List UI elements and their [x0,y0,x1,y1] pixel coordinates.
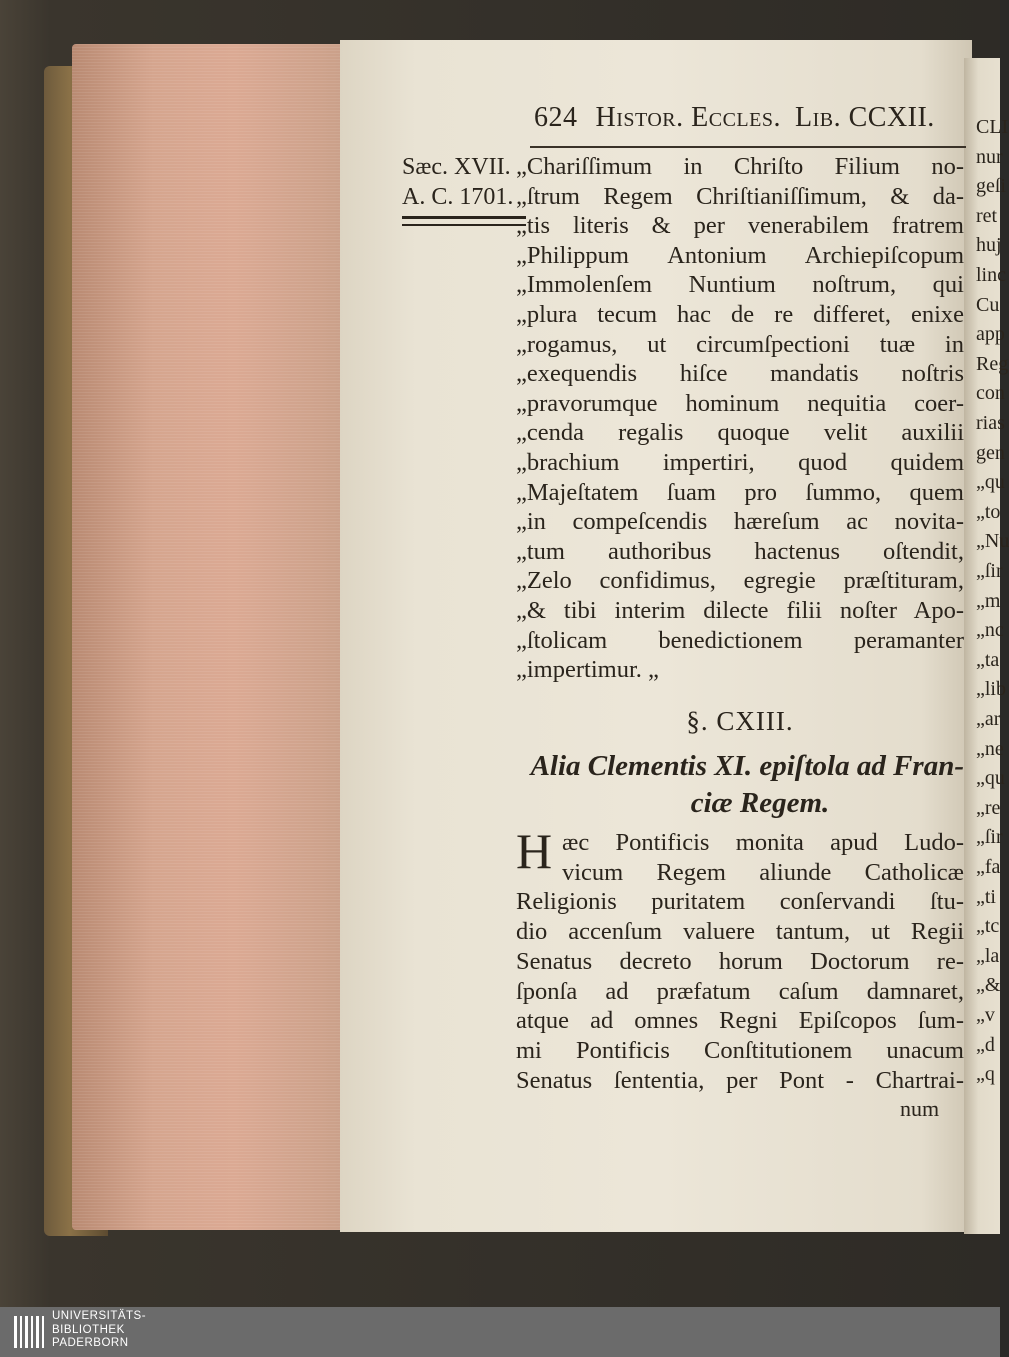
margin-note [402,152,513,212]
facing-page-fragment: „ne [976,737,1004,760]
margin-year: A. C. 1701. [402,184,514,210]
margin-rule-thick [402,216,526,219]
text-line: „tum authoribus hactenus oſtendit, [516,537,964,565]
facing-page-fragment: „qu [976,471,1005,494]
text-line: „in compeſcendis hæreſum ac novita- [516,508,964,536]
margin-century: Sæc. XVII. [402,154,511,180]
text-line: „tis literis & per venerabilem fratrem [516,212,964,240]
facing-page [964,58,1009,1234]
page-edges [72,44,344,1230]
text-line: Senatus ſententia, per Pont - Chartrai- [516,1066,964,1094]
text-line: „cenda regalis quoque velit auxilii [516,419,964,447]
facing-page-fragment: „lib [976,678,1006,701]
section-number: §. CXIII. [686,706,794,736]
text-line: „Majeſtatem ſuam pro ſummo, quem [516,478,964,506]
section-title-line2: ciæ Regem. [690,787,830,819]
facing-page-fragment: „ſir [976,560,1003,582]
facing-page-fragment: huj [976,234,1002,257]
facing-page-fragment: „to [976,500,1001,523]
facing-page-fragment: „ta [976,648,1000,671]
facing-page-fragment: app [976,323,1005,346]
margin-rule-thin [402,224,526,226]
text-line: „plura tecum hac de re differet, enixe [516,300,964,328]
book-number: Lib. CCXII. [794,102,935,133]
facing-page-fragment: „d [976,1033,995,1056]
facing-page-fragment: „m [976,589,1001,612]
letter-text [516,152,964,685]
library-logo-icon [14,1316,44,1348]
library-name-line2: BIBLIOTHEK [52,1323,125,1336]
facing-page-fragment: nur [976,145,1003,168]
facing-page-fragment: „re [976,796,1001,819]
text-line: Religionis puritatem conſervandi ſtu- [516,888,964,916]
facing-page-fragment: ret [976,204,998,227]
facing-page-fragment: „fa [976,856,1001,878]
facing-page-fragment: geſi [976,175,1006,198]
text-line: „impertimur. „ [516,656,659,684]
library-name [52,1310,146,1351]
facing-page-fragment: con [976,382,1005,405]
section-title-line1: Alia Clementis XI. epiſtola ad Fran- [530,750,964,782]
page-number: 624 [534,102,578,133]
library-footer [0,1307,1000,1357]
text-line: mi Pontificis Conſtitutionem unacum [516,1036,964,1064]
text-line: „Zelo confidimus, egregie præſtituram, [516,567,964,595]
facing-page-fragment: „la [976,944,1000,967]
text-line: „exequendis hiſce mandatis noſtris [516,360,964,388]
facing-page-fragment: linc [976,264,1006,286]
facing-page-fragment: „v [976,1004,995,1026]
text-line: „brachium impertiri, quod quidem [516,448,964,476]
facing-page-fragment: „tc [976,915,1000,938]
text-line: dio accenſum valuere tantum, ut Regii [516,918,964,946]
text-line: „pravorumque hominum nequitia coer- [516,389,964,417]
text-line: „ſtolicam benedictionem peramanter [516,626,964,654]
header-rule [530,146,966,148]
text-line: „Immolenſem Nuntium noſtrum, qui [516,271,964,299]
facing-page-fragment: Reg [976,352,1009,375]
text-line: „ſtrum Regem Chriſtianiſſimum, & da- [516,182,964,210]
text-line: „rogamus, ut circumſpectioni tuæ in [516,330,964,358]
running-title: Histor. Eccles. [595,102,781,133]
facing-page-fragment: Cu [976,293,1000,316]
running-header [534,102,962,142]
paragraph-text [516,823,964,1095]
text-line: „& tibi interim dilecte filii noſter Apo- [516,596,964,624]
facing-page-fragment: „Nu [976,530,1009,553]
facing-page-fragment: „qu [976,767,1005,790]
facing-page-fragment: CLI [976,116,1009,138]
facing-page-fragment: „ar [976,708,1001,730]
facing-page-fragment: „ſir [976,826,1003,849]
text-line: „Chariſſimum in Chriſto Filium no- [516,153,964,180]
text-line: Senatus decreto horum Doctorum re- [516,947,964,975]
text-line: ſponſa ad præfatum caſum damnaret, [516,977,964,1005]
drop-cap: H [516,823,553,879]
facing-page-fragment: „& [976,974,1001,997]
text-line: „Philippum Antonium Archiepiſcopum [516,241,964,269]
text-line: vicum Regem aliunde Catholicæ [562,858,964,886]
facing-page-fragment: „nc [976,619,1004,642]
facing-page-fragment: „q [976,1063,995,1086]
text-line: atque ad omnes Regni Epiſcopos ſum- [516,1007,964,1035]
library-name-line3: PADERBORN [52,1337,129,1349]
library-name-line1: UNIVERSITÄTS- [52,1310,147,1322]
facing-page-fragment: „ti [976,885,996,908]
section-title [516,748,964,822]
facing-page-fragment: rias [976,412,1005,434]
text-line: æc Pontificis monita apud Ludo- [562,829,964,856]
facing-page-fragment: gen [976,441,1005,464]
catchword: num [900,1096,940,1121]
